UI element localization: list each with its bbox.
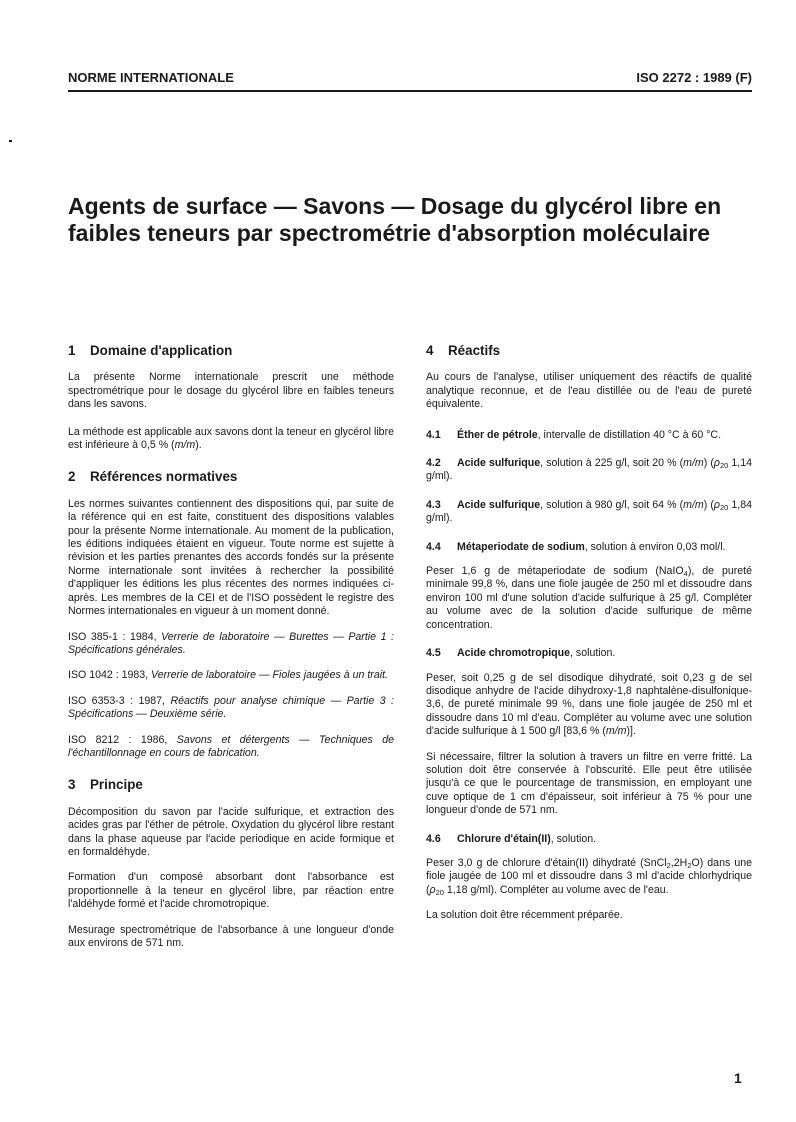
italic-text: ρ [713,457,720,470]
italic-text: Savons et détergents — Techniques de l'échantillonnage en cours de fabrication. [68,733,394,759]
paragraph: Décomposition du savon par l'acide sulfurique, et extraction des acides gras par l'éther de pétrole. Oxydation du glycérol libre restant dans la phase aqueuse par l'acide periodique en acide formique et en formaldéhyde. [68,805,394,858]
paragraph: La présente Norme internationale prescrit une méthode spectrométrique pour le dosage du glycérol libre en faibles teneurs dans les savons. [68,371,394,411]
text-run: ) ( [703,457,714,470]
text-run: Peser 3,0 g de chlorure d'étain(II) dihydraté (SnCl [426,856,667,869]
text-run: Si nécessaire, filtrer la solution à travers un filtre en verre fritté. La solution doit être conservée à l'obscurité. Elle peut être utilisée jusqu'à ce que le pourcentage de transmission, en employant une cuve optique de 1 cm d'épaisseur, soit inférieur à 75 % pour une longueur d'onde de 571 nm. [426,750,752,817]
italic-text: ρ [713,498,720,511]
italic-text: Réactifs pour analyse chimique — Partie 3 : Spécifications — Deuxième série. [68,694,395,721]
paragraph [68,426,394,453]
reference-item [68,695,394,722]
reagent-item [426,541,752,632]
reagent-number: 4.3 [426,498,441,511]
italic-text: m/m [174,439,196,452]
bold-text: Acide sulfurique [457,498,541,511]
subscript-text: 20 [719,461,729,471]
text-run: ). [195,439,202,452]
text-run: ISO 6353-3 : 1987, [68,694,171,707]
text-run: ) ( [703,498,714,511]
text-run: Peser 1,6 g de métaperiodate de sodium (NaIO [426,565,684,578]
italic-text: ρ [429,883,436,896]
text-run: , solution à 980 g/l, soit 64 % ( [540,498,684,511]
subscript-text: 2 [666,860,671,870]
section-heading [426,344,752,357]
reagent-heading [426,647,752,660]
reagent-number: 4.1 [426,428,441,441]
text-run: O) dans une fiole jaugée de 100 ml et dissoudre dans 3 ml d'acide chlorhydrique ( [426,856,752,896]
section-number: 3 [68,777,76,793]
section-title: Réactifs [448,343,501,358]
section-principe [68,778,394,950]
text-run: , solution. [570,647,616,660]
reagent-paragraph [426,565,752,632]
bold-text: Chlorure d'étain(II) [457,832,551,845]
reagent-paragraph [426,857,752,897]
text-run: ,2H [670,856,688,869]
text-run: , intervalle de distillation 40 °C à 60 °C. [537,428,722,441]
reagent-paragraph [426,672,752,739]
section-title: Références normatives [90,469,238,485]
text-run: , solution à 225 g/l, soit 20 % ( [540,457,684,470]
reagent-heading [426,833,752,846]
reagent-number: 4.4 [426,540,441,553]
reagent-paragraph [426,751,752,818]
page-header [68,70,752,90]
text-run: 1,18 g/ml). Compléter au volume avec de l'eau. [443,883,669,896]
section-references-normatives [68,470,394,760]
paragraph: Les normes suivantes contiennent des dispositions qui, par suite de la référence qui en est faite, constituent des dispositions valables pour la présente Norme internationale. Au moment de la publication, les éditions indiquées étaient en vigueur. Toute norme est sujette à révision et les parties prenantes des accords fondés sur la présente Norme internationale sont invitées à rechercher la possibilité d'appliquer les éditions les plus récentes des normes indiquées ci-après. Les membres de la CEI et de l'ISO possèdent le registre des Normes internationales en vigueur à un moment donné. [68,497,394,618]
text-run: La solution doit être récemment préparée. [426,909,623,922]
text-run: ISO 8212 : 1986, [68,733,177,746]
header-standard-type: NORME INTERNATIONALE [68,70,234,85]
italic-text: Verrerie de laboratoire — Burettes — Partie 1 : Spécifications générales. [68,630,394,656]
reagent-item [426,833,752,923]
reagent-heading [426,499,752,526]
reagent-item [426,499,752,526]
text-run: ISO 385-1 : 1984, [68,630,162,643]
text-run: 1,14 g/ml). [426,457,753,483]
reagent-number: 4.6 [426,832,441,845]
text-run: ), de pureté minimale 99,8 %, dans une fiole jaugée de 250 ml et dissoudre dans environ 100 ml d'une solution d'acide sulfurique à 25 g/l. Compléter au volume avec de la solution d'acide sulfurique de même concentration. [426,565,753,631]
reagent-item [426,647,752,817]
text-run: , solution. [550,832,597,845]
reference-item [68,631,394,658]
subscript-text: 20 [435,887,444,897]
page-number: 1 [734,1070,742,1086]
section-title: Principe [90,777,143,793]
bold-text: Éther de pétrole [457,428,538,441]
section-heading [68,778,394,791]
text-run: ISO 1042 : 1983, [68,669,152,682]
reference-item [68,734,394,761]
reagent-heading [426,429,752,442]
reference-item [68,669,394,682]
section-number: 2 [68,469,76,485]
section-domaine-application [68,344,394,452]
paragraph: Au cours de l'analyse, utiliser uniquement des réactifs de qualité analytique reconnue, et de l'eau distillée ou de l'eau de pureté équivalente. [426,371,752,411]
reagent-number: 4.2 [426,457,441,470]
section-number: 4 [426,343,434,358]
paragraph: Formation d'un composé absorbant dont l'absorbance est proportionnelle à la teneur en glycérol libre, par réaction entre l'aldéhyde formé et l'acide chromotropique. [68,871,394,911]
subscript-text: 20 [719,502,729,512]
reagent-item [426,457,752,484]
left-column [68,344,394,962]
reagent-number: 4.5 [426,647,441,660]
section-number: 1 [68,343,76,358]
italic-text: m/m [605,725,627,738]
bold-text: Acide sulfurique [457,457,541,470]
header-rule [68,90,752,92]
right-column [426,344,752,923]
section-heading [68,470,394,483]
text-run: 1,84 g/ml). [426,498,753,525]
italic-text: Verrerie de laboratoire — Fioles jaugées à un trait. [151,669,388,682]
reagent-heading [426,457,752,484]
text-run: , solution à environ 0,03 mol/l. [584,540,726,553]
italic-text: m/m [683,498,704,511]
text-run: )]. [626,725,636,738]
reagent-item [426,429,752,442]
paragraph: Mesurage spectrométrique de l'absorbance à une longueur d'onde aux environs de 571 nm. [68,923,394,949]
header-standard-number: ISO 2272 : 1989 (F) [636,70,752,85]
reagent-list [426,429,752,923]
italic-text: m/m [683,457,704,470]
bold-text: Métaperiodate de sodium [457,540,585,553]
subscript-text: 2 [687,860,692,870]
text-run: Peser, soit 0,25 g de sel disodique dihydraté, soit 0,23 g de sel disodique anhydre de l'acide dihydroxy-1,8 naphtalène-disulfonique-3,6, de pureté minimale 99 %, dans une fiole jaugée de 250 ml et dissoudre dans 10 ml d'eau. Compléter au volume avec une solution d'acide sulfurique à 1 500 g/l [83,6 % ( [426,671,752,738]
text-run: La méthode est applicable aux savons dont la teneur en glycérol libre est inférieure à 0,5 % ( [68,425,394,452]
section-title: Domaine d'application [90,343,233,358]
reagent-heading [426,541,752,554]
section-heading [68,344,394,357]
document-title: Agents de surface — Savons — Dosage du glycérol libre en faibles teneurs par spectrométrie d'absorption moléculaire [68,193,722,246]
subscript-text: 4 [683,569,688,579]
bold-text: Acide chromotropique [457,647,571,660]
margin-mark [9,140,12,142]
section-reactifs [426,344,752,923]
reagent-paragraph [426,909,752,922]
